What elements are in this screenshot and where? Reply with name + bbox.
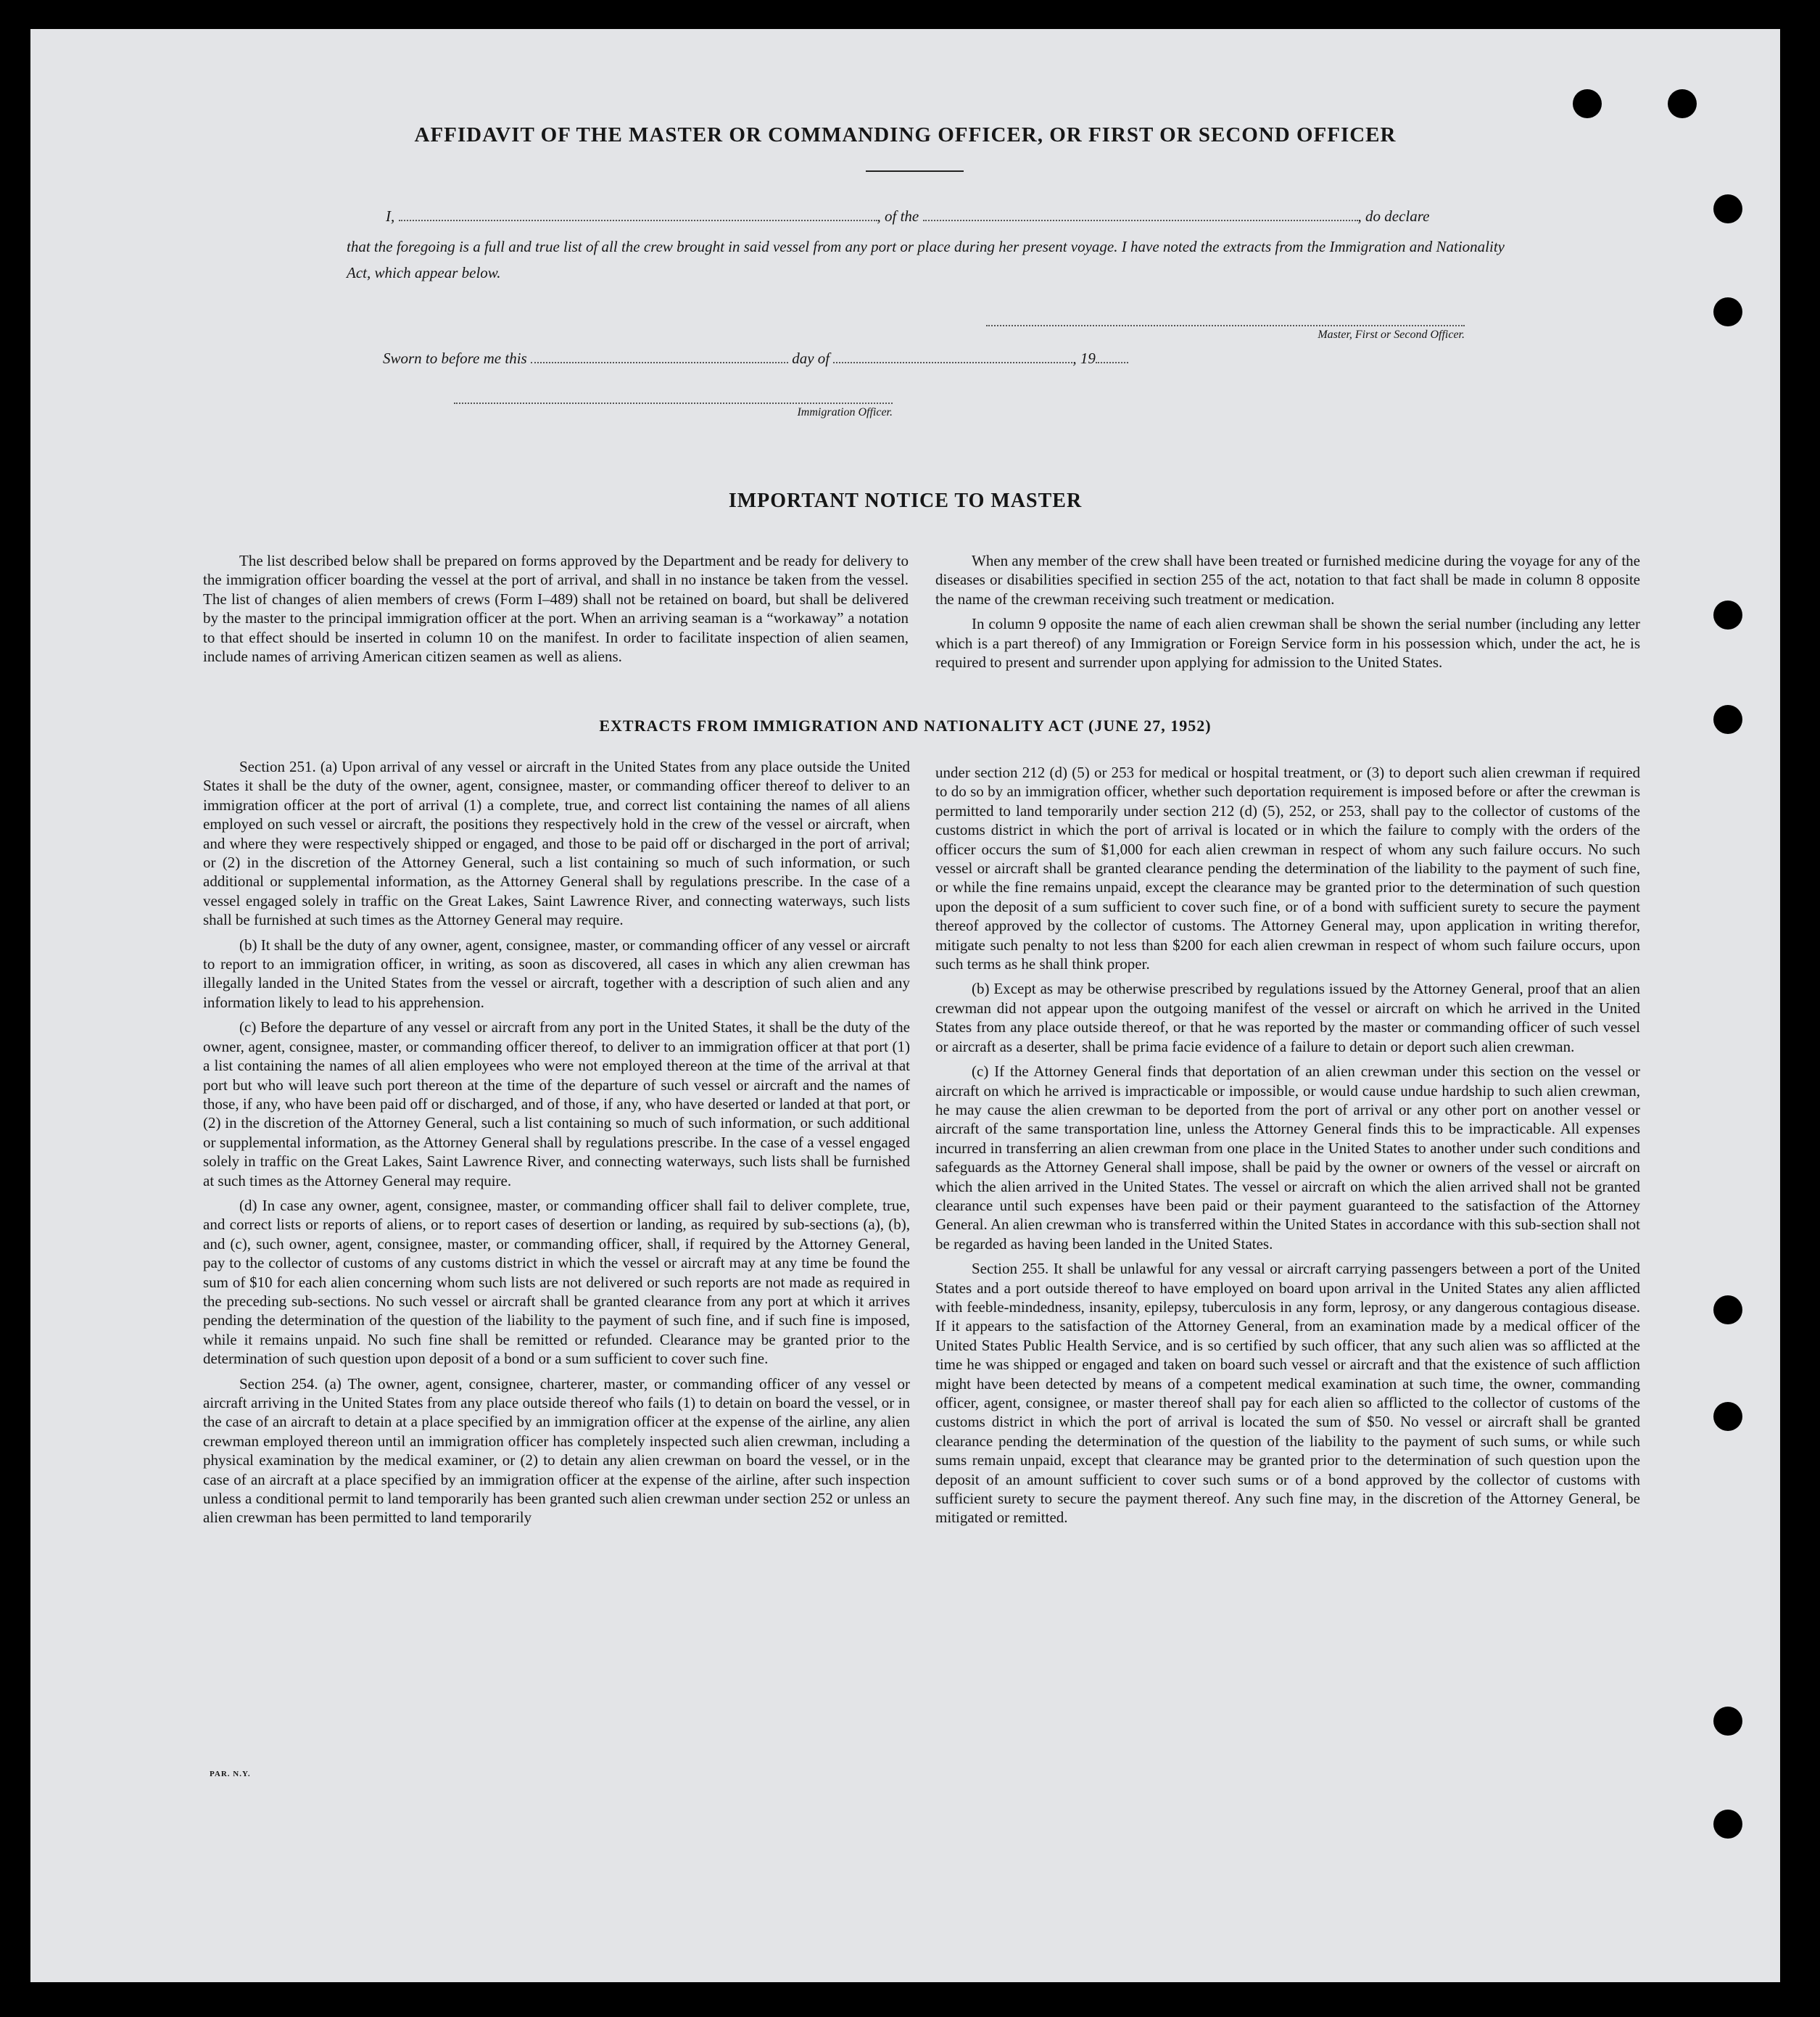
declarant-name-field[interactable] — [399, 210, 877, 221]
notice-paragraph: In column 9 opposite the name of each alien crewman shall be shown the serial number (including any letter which is a part thereof) of any Immigration or Foreign Service form in his possession which, under the act, he is required to present and surrender upon applying for admission to the United States. — [935, 615, 1640, 672]
section-251-d: (d) In case any owner, agent, consignee, master, or commanding officer shall fail to deliver complete, true, and correct lists or reports of aliens, or to report cases of desertion or landing, as required by sub-sections (a), (b), and (c), such owner, agent, consignee, master, or commanding officer, shall, if required by the Attorney General, pay to the collector of customs of any customs district in which the vessel or aircraft may at any time be found the sum of $10 for each alien concerning whom such lists are not delivered or such reports are not made as required in the preceding sub-sections. No such vessel or aircraft shall be granted clearance from any port at which it arrives pending the determination of the question of the liability to the payment of such fine, and if such fine is imposed, while it remains unpaid. No such fine shall be remitted or refunded. Clearance may be granted prior to the determination of such question upon deposit of a bond or a sum sufficient to cover such fine. — [203, 1196, 910, 1368]
extracts-right-column — [935, 763, 1640, 1527]
sworn-line — [383, 350, 1128, 368]
do-declare-label: , do declare — [1357, 207, 1430, 225]
day-of-label: day of — [792, 350, 830, 367]
punch-hole-icon — [1713, 1810, 1742, 1839]
section-254-b: (b) Except as may be otherwise prescribed by regulations issued by the Attorney General, proof that an alien crewman did not appear upon the outgoing manifest of the vessel or aircraft on which he arrived in the United States from any place outside thereof, or that he was reported by the master or commanding officer of such vessel or aircraft as a deserter, shall be prima facie evidence of a failure to detain or deport such alien crewman. — [935, 980, 1640, 1055]
section-251-b: (b) It shall be the duty of any owner, agent, consignee, master, or commanding officer of any vessel or aircraft to report to an immigration officer, in writing, as soon as discovered, all cases in which any alien crewman has illegally landed in the United States from the vessel or aircraft, together with a description of such alien and any information likely to lead to his apprehension. — [203, 936, 910, 1011]
sworn-year-field[interactable] — [1096, 352, 1128, 363]
extracts-left-column — [203, 757, 910, 1527]
affidavit-title: AFFIDAVIT OF THE MASTER OR COMMANDING OFFICER, OR FIRST OR SECOND OFFICER — [414, 123, 1397, 147]
notice-title: IMPORTANT NOTICE TO MASTER — [728, 490, 1083, 512]
officer-signature-caption: Immigration Officer. — [797, 406, 893, 418]
officer-signature-field[interactable] — [454, 403, 893, 404]
master-signature-field[interactable] — [986, 325, 1465, 326]
section-251-c: (c) Before the departure of any vessel or aircraft from any port in the United States, it shall be the duty of the owner, agent, consignee, master, or commanding officer thereof, to deliver to an immigration officer at that port (1) a list containing the names of all alien employees who were not employed thereon at the time of the arrival at that port but who will leave such port thereon at the time of the departure of such vessel or aircraft and the names of those, if any, who have been paid off or discharged, and of those, if any, who have deserted or landed at that port, or (2) in the discretion of the Attorney General, such a list containing so much of such information, or such additional or supplemental information, as the Attorney General shall by regulations prescribe. In the case of a vessel engaged solely in traffic on the Great Lakes, Saint Lawrence River, and connecting waterways, such lists shall be furnished at such times as the Attorney General may require. — [203, 1018, 910, 1189]
section-255: Section 255. It shall be unlawful for any vessal or aircraft carrying passengers between a port of the United States and a port outside thereof to have employed on board upon arrival in the United States any alien afflicted with feeble-mindedness, insanity, epilepsy, tuberculosis in any form, leprosy, or any dangerous contagious disease. If it appears to the satisfaction of the Attorney General, from an examination made by a medical officer of the United States Public Health Service, and is so certified by such officer, that any such alien was so afflicted at the time he was shipped or engaged and taken on board such vessel or aircraft and that the existence of such affliction might have been detected by means of a competent medical examination at such time, the owner, commanding officer, agent, consignee, or master thereof shall pay for each alien so afflicted to the collector of customs of the customs district in which the port of arrival is located the sum of $50. No vessel or aircraft shall be granted clearance pending the determination of the question of the liability to the payment of such sums, or while such sums remain unpaid, except that clearance may be granted prior to the determination of such question upon the deposit of an amount sufficient to cover such sums or of a bond approved by the collector of customs with sufficient surety to secure the payment thereof. Any such fine may, in the discretion of the Attorney General, be mitigated or remitted. — [935, 1260, 1640, 1527]
punch-hole-icon — [1713, 194, 1742, 223]
year-prefix: , 19 — [1072, 350, 1096, 367]
declare-prefix: I, — [386, 207, 395, 225]
punch-hole-icon — [1713, 1402, 1742, 1431]
sworn-prefix: Sworn to before me this — [383, 350, 527, 367]
punch-hole-icon — [1668, 89, 1697, 118]
declaration-text: that the foregoing is a full and true list of all the crew brought in said vessel from any port or place during her present voyage. I have noted the extracts from the Immigration and Nationality Act, which appear below. — [347, 238, 1505, 281]
punch-hole-icon — [1713, 1295, 1742, 1324]
form-sheet — [30, 29, 1780, 1982]
vessel-name-field[interactable] — [923, 210, 1358, 221]
of-the-label: , of the — [877, 207, 919, 225]
section-254-c: (c) If the Attorney General finds that deportation of an alien crewman under this section on the vessel or aircraft on which he arrived is impracticable or impossible, or would cause undue hardship to such alien crewman, he may cause the alien crewman to be deported from the port of arrival or any other port on another vessel or aircraft of the same transportation line, unless the Attorney General finds this to be impracticable. All expenses incurred in transferring an alien crewman from one place in the United States to another under such conditions and safeguards as the Attorney General shall impose, shall be paid by the owner or owners of the vessel or aircraft on which the alien arrived in the United States. The vessel or aircraft on which the alien arrived shall not be granted clearance until such expenses have been paid or their payment guaranteed to the satisfaction of the Attorney General. An alien crewman who is transferred within the United States in accordance with this sub-section shall not be regarded as having been landed in the United States. — [935, 1063, 1640, 1253]
master-signature-caption: Master, First or Second Officer. — [1318, 329, 1465, 341]
punch-hole-icon — [1713, 297, 1742, 326]
sworn-day-field[interactable] — [531, 352, 788, 363]
sworn-month-field[interactable] — [833, 352, 1072, 363]
section-254-a-continued: under section 212 (d) (5) or 253 for medical or hospital treatment, or (3) to deport such alien crewman if required to do so by an immigration officer, whether such deportation requirement is imposed before or after the crewman is permitted to land temporarily under section 212 (d) (5), 252, or 253, shall pay to the collector of customs of the customs district in which the port of arrival is located or in which the failure to comply with the orders of the officer occurs the sum of $1,000 for each alien crewman in respect of whom any such failure occurs. No such vessel or aircraft shall be granted clearance pending the determination of the liability to the payment of such fine, or while the fine remains unpaid, except the clearance may be granted prior to the determination of such question upon the deposit of a sum sufficient to cover such fine, or of a bond with sufficient surety to secure the payment thereof approved by the collector of customs. The Attorney General may, upon application in writing therefor, mitigate such penalty to not less than $200 for each alien crewman in respect of whom such failure occurs, upon such terms as he shall think proper. — [935, 764, 1640, 973]
section-254-a: Section 254. (a) The owner, agent, consignee, charterer, master, or commanding officer of any vessel or aircraft arriving in the United States from any place outside thereof who fails (1) to detain on board the vessel, or in the case of an aircraft to detain at a place specified by an immigration officer at the expense of the airline, any alien crewman employed thereon until an immigration officer has completely inspected such alien crewman, including a physical examination by the medical examiner, or (2) to detain any alien crewman on board the vessel, or in the case of an aircraft at a place specified by an immigration officer at the expense of the airline, after such inspection unless a conditional permit to land temporarily has been granted such alien crewman under section 252 or unless an alien crewman has been permitted to land temporarily — [203, 1374, 910, 1527]
declaration-line — [386, 207, 1495, 226]
printer-mark: PAR. N.Y. — [210, 1770, 251, 1778]
notice-paragraph: When any member of the crew shall have been treated or furnished medicine during the voyage for any of the diseases or disabilities specified in section 255 of the act, notation to that fact shall be made in column 8 opposite the name of the crewman receiving such treatment or medication. — [935, 552, 1640, 608]
notice-left-column — [203, 551, 909, 666]
notice-paragraph: The list described below shall be prepared on forms approved by the Department and be ready for delivery to the immigration officer boarding the vessel at the port of arrival, and shall in no instance be taken from the vessel. The list of changes of alien members of crews (Form I–489) shall not be retained on board, but shall be delivered by the master to the principal immigration officer at the port. When an arriving seaman is a “workaway” a notation to that effect should be inserted in column 10 on the manifest. In order to facilitate inspection of alien seamen, include names of arriving American citizen seamen as well as aliens. — [203, 552, 909, 666]
punch-hole-icon — [1713, 601, 1742, 630]
punch-hole-icon — [1713, 1707, 1742, 1736]
punch-hole-icon — [1573, 89, 1602, 118]
section-251-a: Section 251. (a) Upon arrival of any vessel or aircraft in the United States from any place outside the United States it shall be the duty of the owner, agent, consignee, master, or commanding officer thereof to deliver to an immigration officer at the port of arrival (1) a complete, true, and correct list containing the names of all aliens employed on such vessel or aircraft, the positions they respectively hold in the crew of the vessel or aircraft, when and where they were respectively shipped or engaged, and those to be paid off or discharged in the port of arrival; or (2) in the discretion of the Attorney General, such a list containing so much of such information, or such additional or supplemental information, as the Attorney General shall by regulations prescribe. In the case of a vessel engaged solely in traffic on the Great Lakes, Saint Lawrence River, and connecting waterways, such lists shall be furnished at such times as the Attorney General may require. — [203, 758, 910, 929]
notice-right-column — [935, 551, 1640, 672]
title-divider — [866, 170, 964, 172]
extracts-title: EXTRACTS FROM IMMIGRATION AND NATIONALITY ACT (JUNE 27, 1952) — [599, 717, 1212, 735]
